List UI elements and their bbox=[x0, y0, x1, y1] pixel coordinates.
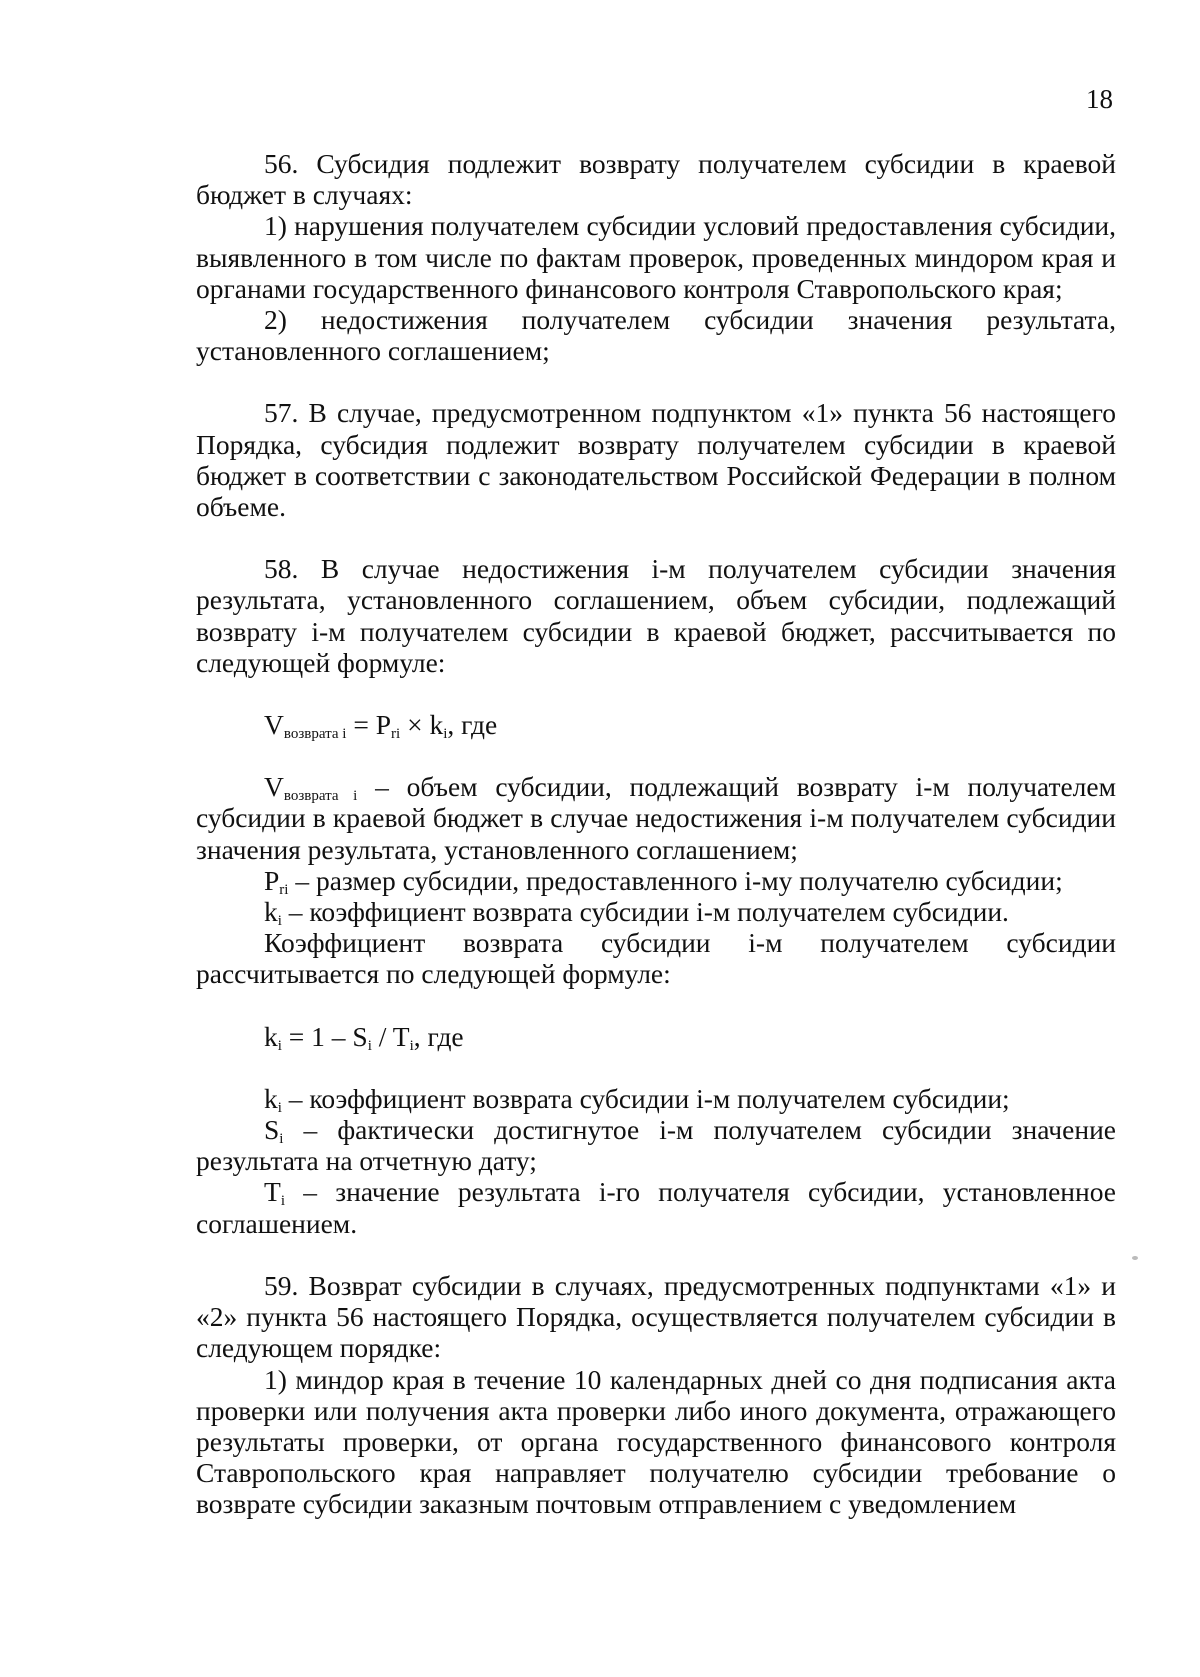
paragraph-58-intro: 58. В случае недостижения i-м получателем субсидии значения результата, установленного соглашением, объем субсидии, подлежащий возврату i-м получателем субсидии в краевой бюджет, рассчитывается по следующей формуле: bbox=[196, 553, 1116, 678]
formula-tail: , где bbox=[447, 709, 498, 741]
def-p-text: – размер субсидии, предоставленного i-му получателю субсидии; bbox=[288, 864, 1063, 896]
formula2-divide-t: / T bbox=[371, 1020, 410, 1052]
definition-k bbox=[196, 896, 1116, 930]
def-t-text: – значение результата i-го получателя субсидии, установленное соглашением. bbox=[196, 1176, 1116, 1239]
spacer bbox=[196, 1239, 1116, 1270]
formula-k-subscript: i bbox=[443, 726, 448, 743]
def-v-subscript: возврата i bbox=[283, 788, 358, 805]
paragraph-56-item-2: 2) недостижения получателем субсидии значения результата, установленного соглашением; bbox=[196, 304, 1116, 367]
spacer bbox=[196, 1052, 1116, 1083]
def-s-symbol: S bbox=[264, 1114, 280, 1146]
definition-p bbox=[196, 865, 1116, 896]
formula2-s-subscript: i bbox=[367, 1037, 372, 1054]
paragraph-56-intro: 56. Субсидия подлежит возврату получателем субсидии в краевой бюджет в случаях: bbox=[196, 148, 1116, 211]
def-p-subscript: ri bbox=[279, 881, 289, 898]
scan-speck bbox=[1132, 1256, 1138, 1260]
spacer bbox=[196, 522, 1116, 553]
def-s-subscript: i bbox=[279, 1131, 284, 1148]
formula-times-k: × k bbox=[400, 709, 444, 741]
formula2-k-symbol: k bbox=[264, 1020, 278, 1052]
page-number: 18 bbox=[1086, 84, 1113, 114]
formula-v-subscript: возврата i bbox=[283, 726, 347, 743]
coefficient-intro: Коэффициент возврата субсидии i-м получателем субсидии рассчитывается по следующей формуле: bbox=[196, 927, 1116, 990]
formula-v-symbol: V bbox=[264, 709, 284, 741]
formula-p-subscript: ri bbox=[391, 726, 401, 743]
formula-return-volume bbox=[196, 709, 1116, 743]
formula-coefficient bbox=[196, 1021, 1116, 1052]
def-s-text: – фактически достигнутое i-м получателем субсидии значение результата на отчетную дату; bbox=[196, 1114, 1116, 1177]
def-k2-symbol: k bbox=[264, 1082, 278, 1114]
def-k-text: – коэффициент возврата субсидии i-м получателем субсидии. bbox=[281, 896, 1009, 928]
def-t-subscript: i bbox=[280, 1193, 285, 1210]
def-k2-text: – коэффициент возврата субсидии i-м получателем субсидии; bbox=[281, 1082, 1010, 1114]
def-k2-subscript: i bbox=[277, 1099, 282, 1116]
paragraph-56-item-1: 1) нарушения получателем субсидии условий предоставления субсидии, выявленного в том числе по фактам проверок, проведенных миндором края и органами государственного финансового контроля Ставропольского края; bbox=[196, 210, 1116, 304]
spacer bbox=[196, 990, 1116, 1021]
def-v-symbol: V bbox=[264, 771, 284, 803]
def-p-symbol: P bbox=[264, 864, 280, 896]
def-k-subscript: i bbox=[277, 913, 282, 930]
formula2-k-subscript: i bbox=[277, 1037, 282, 1054]
definition-v bbox=[196, 771, 1116, 865]
spacer bbox=[196, 678, 1116, 709]
paragraph-59-intro: 59. Возврат субсидии в случаях, предусмотренных подпунктами «1» и «2» пункта 56 настоящего Порядка, осуществляется получателем субсидии в следующем порядке: bbox=[196, 1269, 1116, 1364]
def-t-symbol: T bbox=[264, 1176, 281, 1208]
formula2-t-subscript: i bbox=[409, 1037, 414, 1054]
paragraph-59-item-1: 1) миндор края в течение 10 календарных дней со дня подписания акта проверки или получения акта проверки либо иного документа, отражающего результаты проверки, от органа государственного финансового контроля Ставропольского края направляет получателю субсидии требование о возврате субсидии заказным почтовым отправлением с уведомлением bbox=[196, 1363, 1116, 1520]
definition-t bbox=[196, 1176, 1116, 1238]
spacer bbox=[196, 740, 1116, 771]
definition-k-2 bbox=[196, 1083, 1116, 1114]
def-k-symbol: k bbox=[264, 896, 278, 928]
formula2-minus-s: = 1 – S bbox=[281, 1020, 368, 1052]
definition-s bbox=[196, 1114, 1116, 1176]
paragraph-57: 57. В случае, предусмотренном подпунктом «1» пункта 56 настоящего Порядка, субсидия подлежит возврату получателем субсидии в краевой бюджет в соответствии с законодательством Российской Федерации в полном объеме. bbox=[196, 397, 1116, 523]
formula2-tail: , где bbox=[413, 1020, 464, 1052]
spacer bbox=[196, 366, 1116, 397]
formula-equals-p: = P bbox=[346, 709, 392, 741]
document-body bbox=[196, 148, 1116, 1520]
def-v-text: – объем субсидии, подлежащий возврату i-м получателем субсидии в краевой бюджет в случае недостижения i-м получателем субсидии значения результата, установленного соглашением; bbox=[196, 771, 1116, 865]
